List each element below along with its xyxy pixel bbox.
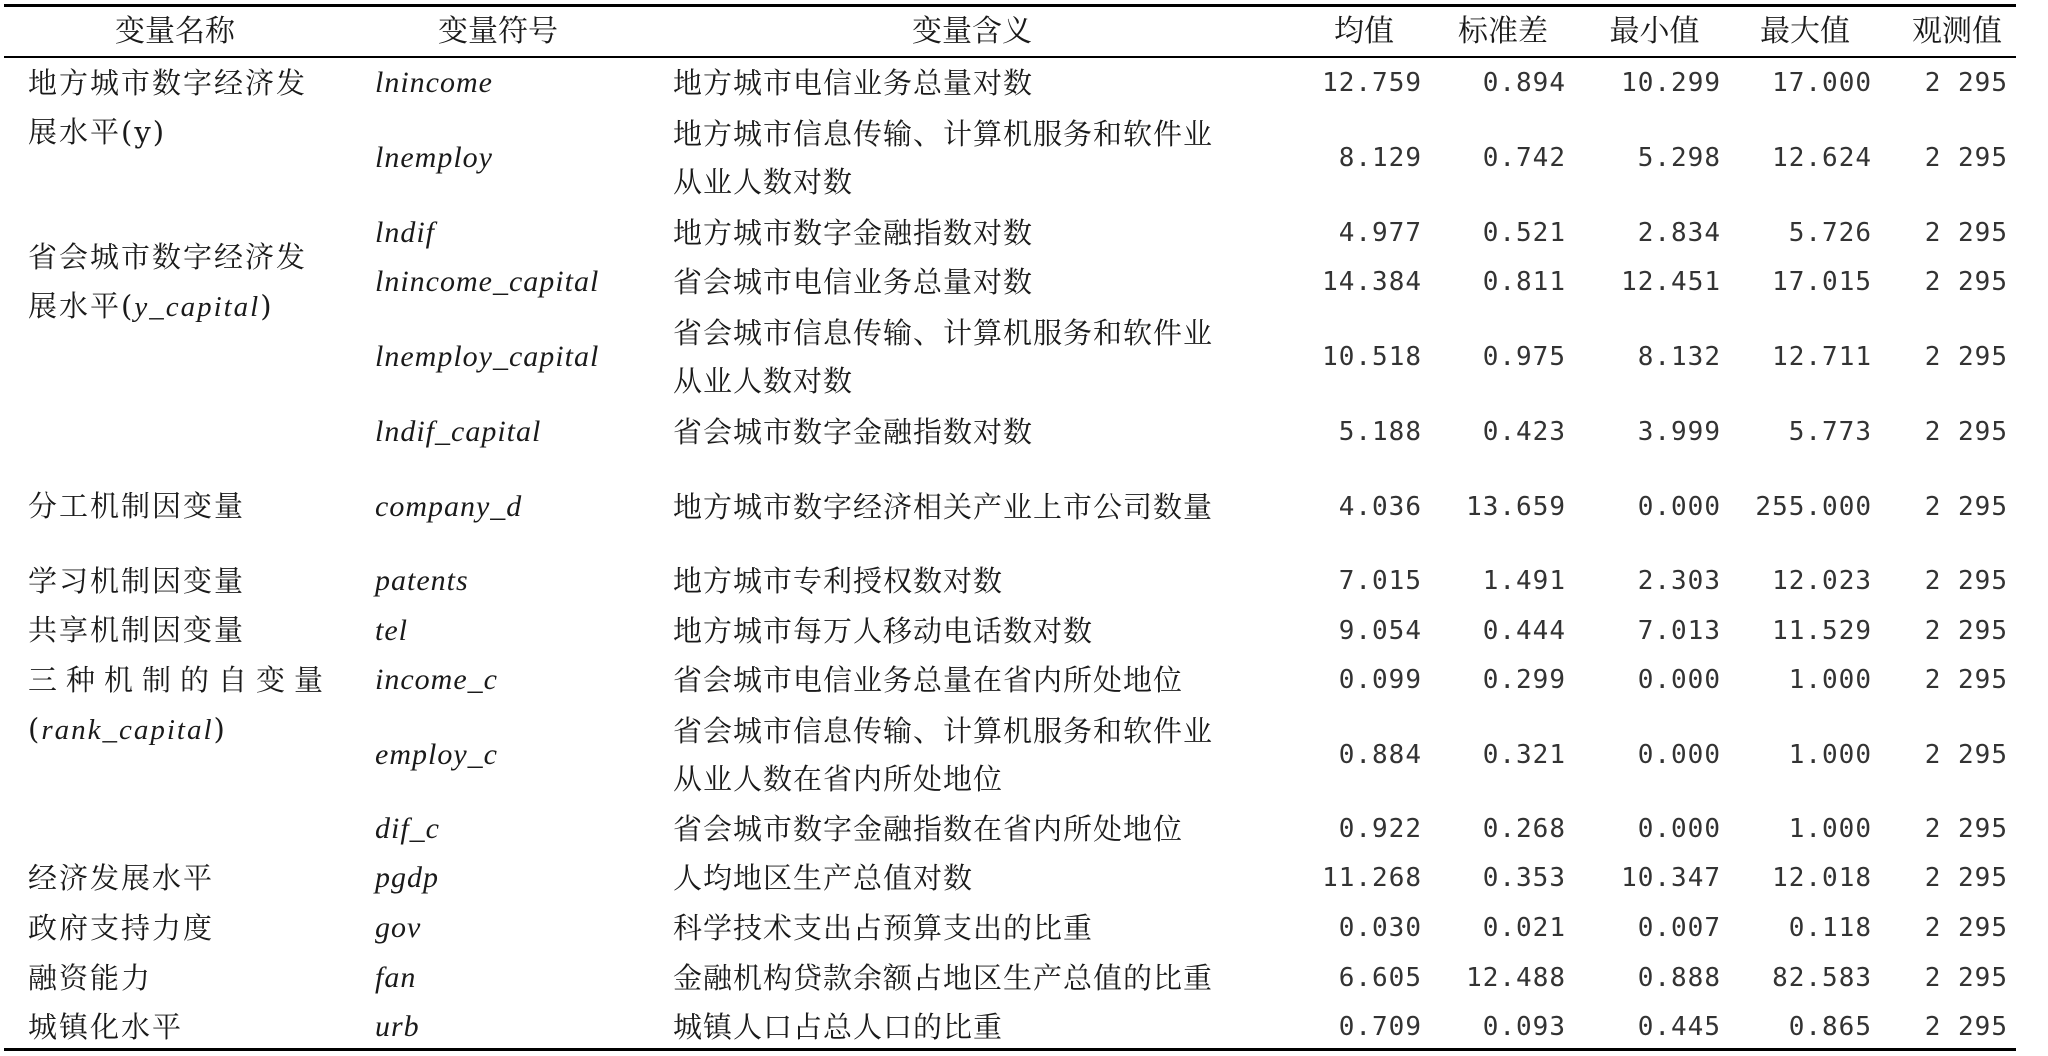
value-std: 0.423 xyxy=(1482,417,1566,447)
value-mean: 9.054 xyxy=(1338,616,1422,646)
variable-symbol: lndif_capital xyxy=(375,415,542,448)
value-min: 3.999 xyxy=(1637,417,1721,447)
value-max: 12.711 xyxy=(1772,342,1872,372)
header-variable-name: 变量名称 xyxy=(115,14,235,49)
value-mean: 6.605 xyxy=(1338,963,1422,993)
value-observations: 2 295 xyxy=(1924,963,2008,993)
value-max: 11.529 xyxy=(1772,616,1872,646)
value-max: 255.000 xyxy=(1755,492,1872,522)
group-division-dependent: 分工机制因变量 xyxy=(28,489,246,523)
value-observations: 2 295 xyxy=(1924,267,2008,297)
value-observations: 2 295 xyxy=(1924,68,2008,98)
variable-meaning: 地方城市数字经济相关产业上市公司数量 xyxy=(673,490,1214,524)
group-financing-capacity: 融资能力 xyxy=(28,961,153,995)
variable-symbol: pgdp xyxy=(375,861,439,894)
group-government-support: 政府支持力度 xyxy=(28,911,215,945)
value-max: 12.023 xyxy=(1772,566,1872,596)
value-observations: 2 295 xyxy=(1924,616,2008,646)
variable-meaning: 地方城市每万人移动电话数对数 xyxy=(673,614,1094,648)
value-min: 8.132 xyxy=(1637,342,1721,372)
value-max: 82.583 xyxy=(1772,963,1872,993)
value-observations: 2 295 xyxy=(1924,218,2008,248)
value-min: 0.445 xyxy=(1637,1012,1721,1042)
value-std: 0.894 xyxy=(1482,68,1566,98)
variable-symbol: lnemploy_capital xyxy=(375,340,600,373)
variable-symbol: company_d xyxy=(375,490,523,523)
group-learning-dependent: 学习机制因变量 xyxy=(28,564,246,598)
value-mean: 0.099 xyxy=(1338,665,1422,695)
variable-meaning: 金融机构贷款余额占地区生产总值的比重 xyxy=(673,961,1214,995)
value-min: 10.299 xyxy=(1621,68,1721,98)
value-std: 0.742 xyxy=(1482,143,1566,173)
value-mean: 11.268 xyxy=(1322,863,1422,893)
value-observations: 2 295 xyxy=(1924,863,2008,893)
header-variable-meaning: 变量含义 xyxy=(912,14,1032,49)
value-std: 1.491 xyxy=(1482,566,1566,596)
value-std: 0.444 xyxy=(1482,616,1566,646)
value-max: 5.773 xyxy=(1788,417,1872,447)
variable-symbol: gov xyxy=(375,911,422,944)
value-mean: 14.384 xyxy=(1322,267,1422,297)
value-std: 0.021 xyxy=(1482,913,1566,943)
variable-symbol: lnemploy xyxy=(375,141,493,174)
value-observations: 2 295 xyxy=(1924,1012,2008,1042)
header-min: 最小值 xyxy=(1609,14,1700,49)
group-sharing-dependent: 共享机制因变量 xyxy=(28,613,246,647)
variable-symbol: employ_c xyxy=(375,738,498,771)
value-max: 17.015 xyxy=(1772,267,1872,297)
group-economic-development: 经济发展水平 xyxy=(28,861,215,895)
value-max: 1.000 xyxy=(1788,740,1872,770)
value-min: 12.451 xyxy=(1621,267,1721,297)
value-std: 13.659 xyxy=(1466,492,1566,522)
value-max: 0.118 xyxy=(1788,913,1872,943)
value-mean: 0.030 xyxy=(1338,913,1422,943)
value-observations: 2 295 xyxy=(1924,417,2008,447)
variable-symbol: lnincome xyxy=(375,66,493,99)
group-local-digital-economy-line2: 展水平(y) xyxy=(28,115,167,149)
value-mean: 10.518 xyxy=(1322,342,1422,372)
value-mean: 8.129 xyxy=(1338,143,1422,173)
value-observations: 2 295 xyxy=(1924,814,2008,844)
variable-meaning-line2: 从业人数对数 xyxy=(673,364,854,398)
variable-meaning-line2: 从业人数在省内所处地位 xyxy=(673,762,1004,796)
value-min: 2.303 xyxy=(1637,566,1721,596)
value-min: 0.000 xyxy=(1637,665,1721,695)
value-min: 2.834 xyxy=(1637,218,1721,248)
variable-meaning: 地方城市信息传输、计算机服务和软件业 xyxy=(673,117,1214,151)
value-min: 0.888 xyxy=(1637,963,1721,993)
variable-meaning: 省会城市数字金融指数在省内所处地位 xyxy=(673,812,1184,846)
value-mean: 0.709 xyxy=(1338,1012,1422,1042)
variable-symbol: tel xyxy=(375,614,408,647)
value-std: 0.321 xyxy=(1482,740,1566,770)
variable-symbol: patents xyxy=(375,564,469,597)
value-std: 0.975 xyxy=(1482,342,1566,372)
value-min: 0.000 xyxy=(1637,814,1721,844)
header-max: 最大值 xyxy=(1760,14,1850,49)
variable-symbol: lnincome_capital xyxy=(375,265,600,298)
value-mean: 4.036 xyxy=(1338,492,1422,522)
variable-meaning: 人均地区生产总值对数 xyxy=(673,861,974,895)
variable-symbol: dif_c xyxy=(375,812,440,845)
variable-meaning: 地方城市专利授权数对数 xyxy=(673,564,1004,598)
value-max: 12.018 xyxy=(1772,863,1872,893)
header-variable-symbol: 变量符号 xyxy=(438,14,558,49)
variable-meaning: 省会城市电信业务总量对数 xyxy=(673,265,1034,299)
variable-meaning: 省会城市信息传输、计算机服务和软件业 xyxy=(673,316,1214,350)
value-mean: 12.759 xyxy=(1322,68,1422,98)
value-min: 0.000 xyxy=(1637,740,1721,770)
value-std: 0.521 xyxy=(1482,218,1566,248)
header-std: 标准差 xyxy=(1458,14,1548,49)
header-obs: 观测值 xyxy=(1912,14,2002,49)
value-mean: 4.977 xyxy=(1338,218,1422,248)
group-mechanism-independent: 三种机制的自变量 xyxy=(28,663,333,697)
value-observations: 2 295 xyxy=(1924,665,2008,695)
value-observations: 2 295 xyxy=(1924,143,2008,173)
variable-symbol: urb xyxy=(375,1010,420,1043)
header-mean: 均值 xyxy=(1334,14,1394,49)
group-capital-digital-economy: 省会城市数字经济发 xyxy=(28,240,308,274)
value-max: 1.000 xyxy=(1788,814,1872,844)
variable-meaning: 城镇人口占总人口的比重 xyxy=(673,1010,1004,1044)
top-rule xyxy=(4,4,2016,7)
group-urbanization: 城镇化水平 xyxy=(28,1010,184,1044)
value-min: 0.007 xyxy=(1637,913,1721,943)
variable-meaning: 省会城市信息传输、计算机服务和软件业 xyxy=(673,714,1214,748)
variable-meaning-line2: 从业人数对数 xyxy=(673,165,854,199)
variable-symbol: income_c xyxy=(375,663,498,696)
value-max: 17.000 xyxy=(1772,68,1872,98)
variable-symbol: lndif xyxy=(375,216,436,249)
value-max: 1.000 xyxy=(1788,665,1872,695)
value-std: 0.353 xyxy=(1482,863,1566,893)
value-observations: 2 295 xyxy=(1924,740,2008,770)
variable-meaning: 地方城市数字金融指数对数 xyxy=(673,216,1034,250)
variable-meaning: 科学技术支出占预算支出的比重 xyxy=(673,911,1094,945)
value-std: 0.811 xyxy=(1482,267,1566,297)
value-mean: 0.922 xyxy=(1338,814,1422,844)
value-mean: 7.015 xyxy=(1338,566,1422,596)
value-observations: 2 295 xyxy=(1924,342,2008,372)
variable-meaning: 地方城市电信业务总量对数 xyxy=(673,66,1034,100)
value-std: 0.268 xyxy=(1482,814,1566,844)
value-min: 10.347 xyxy=(1621,863,1721,893)
variable-meaning: 省会城市电信业务总量在省内所处地位 xyxy=(673,663,1184,697)
value-std: 0.299 xyxy=(1482,665,1566,695)
value-observations: 2 295 xyxy=(1924,492,2008,522)
variable-symbol: fan xyxy=(375,961,417,994)
value-max: 0.865 xyxy=(1788,1012,1872,1042)
value-mean: 5.188 xyxy=(1338,417,1422,447)
value-min: 7.013 xyxy=(1637,616,1721,646)
group-local-digital-economy: 地方城市数字经济发 xyxy=(28,66,308,100)
bottom-rule xyxy=(4,1048,2016,1051)
value-min: 0.000 xyxy=(1637,492,1721,522)
value-mean: 0.884 xyxy=(1338,740,1422,770)
value-observations: 2 295 xyxy=(1924,913,2008,943)
value-observations: 2 295 xyxy=(1924,566,2008,596)
group-capital-digital-economy-line2: 展水平(y_capital) xyxy=(28,289,274,323)
group-mechanism-independent-line2: (rank_capital) xyxy=(28,712,227,746)
variable-meaning: 省会城市数字金融指数对数 xyxy=(673,415,1034,449)
value-max: 12.624 xyxy=(1772,143,1872,173)
value-min: 5.298 xyxy=(1637,143,1721,173)
value-max: 5.726 xyxy=(1788,218,1872,248)
value-std: 0.093 xyxy=(1482,1012,1566,1042)
header-rule xyxy=(4,56,2016,58)
value-std: 12.488 xyxy=(1466,963,1566,993)
